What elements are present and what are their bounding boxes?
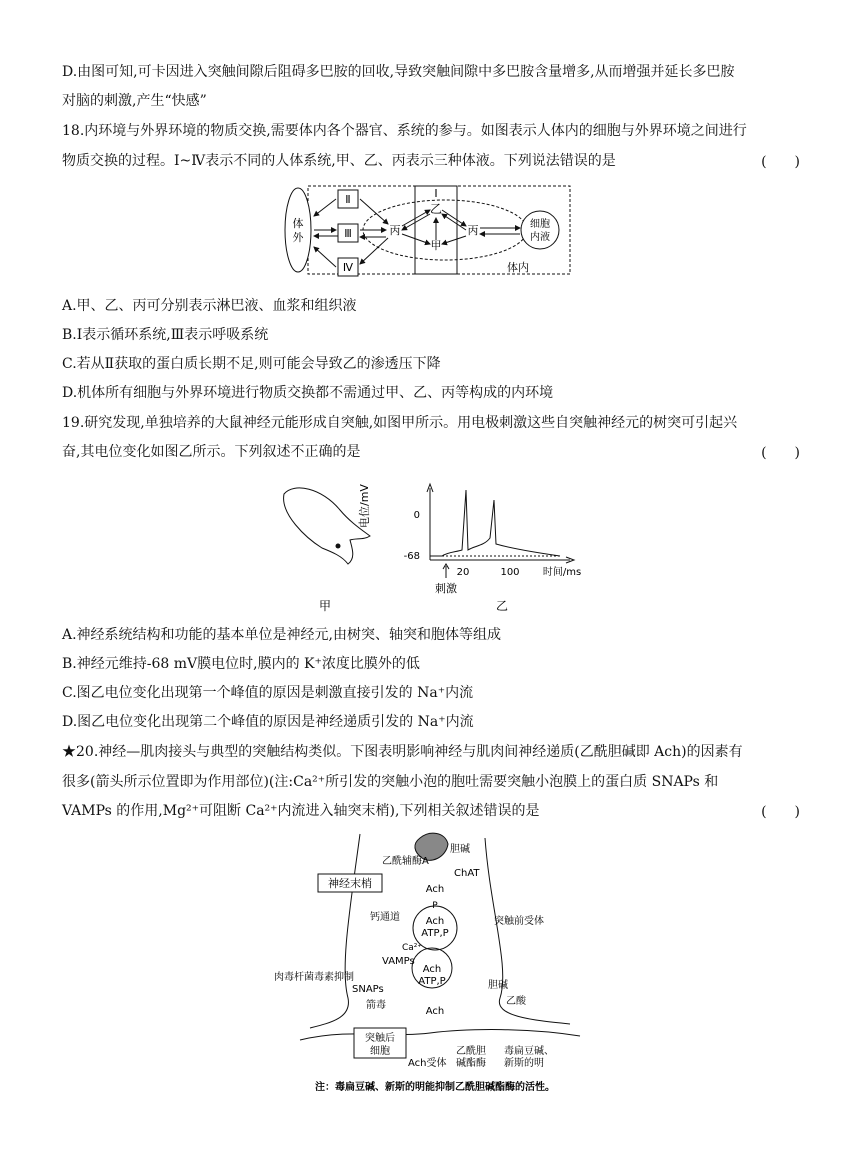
ach-label-2: Ach	[425, 916, 445, 927]
potential-trace	[430, 490, 560, 556]
system-1-label: Ⅰ	[434, 187, 438, 200]
axon-outline-left	[310, 834, 360, 1028]
y-tick-68: -68	[403, 551, 420, 562]
q20-answer-paren: ( )	[761, 804, 800, 820]
ache-label-1: 乙酰胆	[456, 1046, 486, 1057]
stimulus-arrow	[443, 564, 449, 578]
acetylcoa-label: 乙酰辅酶A	[382, 856, 429, 867]
y-axis-label: 电位/mV	[358, 484, 371, 528]
calcium-channel-label: 钙通道	[370, 912, 400, 923]
curare-label: 箭毒	[366, 1000, 386, 1011]
internal-environment-ellipse	[363, 200, 527, 260]
outside-label-1: 体	[292, 217, 304, 230]
q19-stem-line1: 19.研究发现,单独培养的大鼠神经元能形成自突触,如图甲所示。用电极刺激这些自突触神经元的树突可引起兴	[62, 415, 738, 431]
q18-stem-line1: 18.内环境与外界环境的物质交换,需要体内各个器官、系统的参与。如图表示人体内的细胞与外界环境之间进行	[62, 123, 747, 139]
q19-option-b: B.神经元维持-68 mV膜电位时,膜内的 K⁺浓度比膜外的低	[62, 656, 420, 672]
physostigmine-label-2: 新斯的明	[504, 1058, 544, 1069]
ach-label-4: Ach	[425, 1006, 445, 1017]
q20-figure	[270, 828, 600, 1098]
figure-label-yi: 乙	[495, 599, 509, 613]
q17-option-d-line1: D.由图可知,可卡因进入突触间隙后阻碍多巴胺的回收,导致突触间隙中多巴胺含量增多,从而增强并延长多巴胺	[62, 64, 735, 80]
q18-option-c: C.若从Ⅱ获取的蛋白质长期不足,则可能会导致乙的渗透压下降	[62, 356, 441, 372]
inside-label: 体内	[507, 261, 529, 274]
ach-label-3: Ach	[422, 964, 442, 975]
nerve-ending-label: 神经末梢	[328, 877, 372, 890]
q20-stem-line3: VAMPs 的作用,Mg²⁺可阻断 Ca²⁺内流进入轴突末梢),下列相关叙述错误的是	[62, 803, 540, 819]
q19-stem-line2: 奋,其电位变化如图乙所示。下列叙述不正确的是	[62, 444, 361, 460]
figure-label-jia: 甲	[318, 599, 332, 613]
q18-option-a: A.甲、乙、丙可分别表示淋巴液、血浆和组织液	[62, 298, 357, 314]
x-tick-100: 100	[500, 567, 520, 578]
calcium-ion-label: Ca²⁺	[402, 943, 423, 953]
ach-label-1: Ach	[425, 884, 445, 895]
ache-label-2: 碱酯酶	[456, 1058, 486, 1069]
system-2-label: Ⅱ	[345, 193, 351, 206]
x-tick-20: 20	[456, 567, 470, 578]
atp-p-label-2: ATP,P	[418, 976, 446, 987]
fluid-jia: 甲	[430, 239, 442, 252]
q20-stem-line1: ★20.神经—肌肉接头与典型的突触结构类似。下图表明影响神经与肌肉间神经递质(乙酰胆碱即 Ach)的因素有	[62, 744, 743, 760]
figure-note: 注：毒扁豆碱、新斯的明能抑制乙酰胆碱酯酶的活性。	[315, 1082, 555, 1093]
postsynaptic-cell-label-2: 细胞	[370, 1046, 390, 1057]
stimulus-label: 刺激	[435, 582, 457, 595]
outside-label-2: 外	[292, 231, 304, 244]
cell-fluid-label-2: 内液	[530, 232, 550, 243]
p-label-1: P	[432, 901, 438, 911]
q18-figure	[280, 182, 580, 282]
ach-receptor-label: Ach受体	[408, 1058, 447, 1069]
botulinum-label: 肉毒杆菌毒素抑制	[274, 972, 354, 983]
system-4-label: Ⅳ	[342, 261, 354, 274]
axon-outline-right	[485, 838, 570, 1024]
fluid-bing-left: 丙	[389, 224, 401, 237]
cell-fluid-label-1: 细胞	[530, 219, 550, 230]
system-3-label: Ⅲ	[344, 227, 352, 240]
q18-option-d: D.机体所有细胞与外界环境进行物质交换都不需通过甲、乙、丙等构成的内环境	[62, 385, 554, 401]
q18-option-b: B.Ⅰ表示循环系统,Ⅲ表示呼吸系统	[62, 327, 269, 343]
chat-label: ChAT	[454, 868, 480, 879]
vamps-label: VAMPs	[382, 956, 415, 967]
q19-option-d: D.图乙电位变化出现第二个峰值的原因是神经递质引发的 Na⁺内流	[62, 714, 474, 730]
presynaptic-receptor-label: 突触前受体	[494, 916, 544, 927]
q18-stem-line2: 物质交换的过程。Ⅰ~Ⅳ表示不同的人体系统,甲、乙、丙表示三种体液。下列说法错误的是	[62, 153, 616, 169]
fluid-yi: 乙	[429, 202, 443, 216]
q19-option-c: C.图乙电位变化出现第一个峰值的原因是刺激直接引发的 Na⁺内流	[62, 685, 474, 701]
choline-top-label: 胆碱	[450, 844, 470, 855]
atp-p-label-1: ATP,P	[421, 928, 449, 939]
q17-option-d-line2: 对脑的刺激,产生“快感”	[62, 93, 207, 109]
q19-answer-paren: ( )	[761, 445, 800, 461]
q19-option-a: A.神经系统结构和功能的基本单位是神经元,由树突、轴突和胞体等组成	[62, 627, 502, 643]
postsynaptic-membrane	[300, 1030, 580, 1040]
fluid-bing-right: 丙	[467, 224, 479, 237]
choline-right-label: 胆碱	[488, 980, 508, 991]
y-tick-0: 0	[413, 510, 420, 521]
outside-ellipse	[285, 188, 311, 272]
acetic-acid-label: 乙酸	[506, 996, 526, 1007]
snaps-label: SNAPs	[352, 984, 384, 995]
q20-stem-line2: 很多(箭头所示位置即为作用部位)(注:Ca²⁺所引发的突触小泡的胞吐需要突触小泡膜上的蛋白质 SNAPs 和	[62, 774, 719, 790]
cell-fluid-circle	[521, 211, 559, 249]
neuron-nucleus	[336, 544, 341, 549]
postsynaptic-cell-label-1: 突触后	[365, 1033, 395, 1044]
q19-figure	[270, 478, 620, 618]
physostigmine-label-1: 毒扁豆碱、	[504, 1046, 554, 1057]
x-axis-label: 时间/ms	[542, 567, 582, 578]
q18-answer-paren: ( )	[761, 154, 800, 170]
